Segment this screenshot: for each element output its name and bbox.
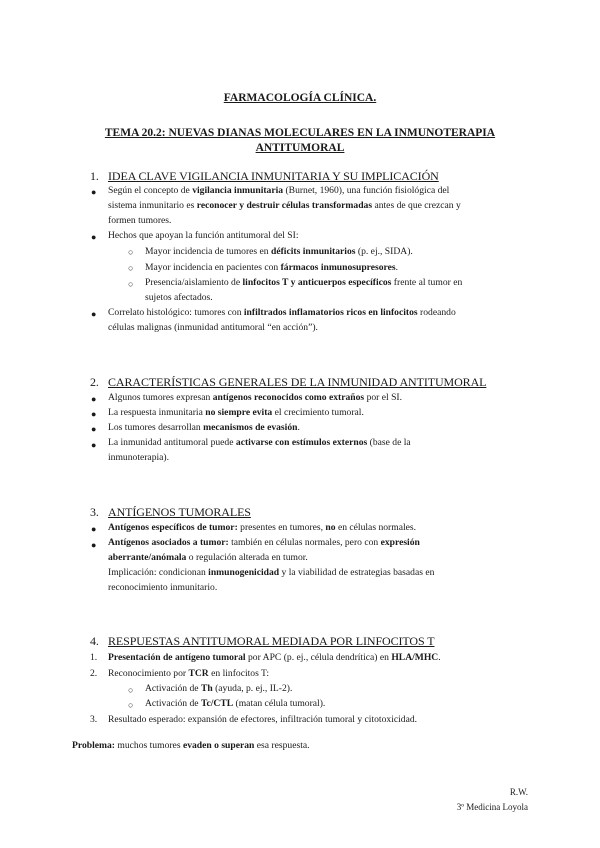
s2-bullet-1: Algunos tumores expresan antígenos reconocidos como extraños por el SI. — [108, 392, 403, 403]
bullet-icon: ● — [91, 187, 97, 197]
s2-bullet-2: La respuesta inmunitaria no siempre evita el crecimiento tumoral. — [108, 407, 364, 418]
s4-sub-2: Activación de Tc/CTL (matan célula tumoral). — [145, 698, 326, 709]
s2-bullet-4: La inmunidad antitumoral puede activarse con estímulos externos (base de la — [108, 437, 411, 448]
s3-bullet-2: Antígenos asociados a tumor: también en células normales, pero con expresión — [108, 537, 420, 548]
circle-bullet-icon: ○ — [128, 279, 134, 289]
document-subtitle: TEMA 20.2: NUEVAS DIANAS MOLECULARES EN LA INMUNOTERAPIA ANTITUMORAL — [104, 127, 496, 154]
s4-item-1: 1. Presentación de antígeno tumoral por APC (p. ej., célula dendrítica) en HLA/MHC. — [90, 652, 441, 663]
bullet-icon: ● — [91, 394, 97, 404]
s3-bullet-1: Antígenos específicos de tumor: presentes en tumores, no en células normales. — [108, 522, 417, 533]
s1-sub-3-line-2: sujetos afectados. — [145, 292, 213, 303]
s1-sub-3: Presencia/aislamiento de linfocitos T y anticuerpos específicos frente al tumor en — [145, 277, 463, 288]
s4-item-3: 3. Resultado esperado: expansión de efectores, infiltración tumoral y citotoxicidad. — [90, 714, 418, 725]
bullet-icon: ● — [91, 540, 97, 550]
problem-statement: Problema: muchos tumores evaden o superan esa respuesta. — [72, 740, 310, 751]
s1-bullet-1-line-2: sistema inmunitario es reconocer y destruir células transformadas antes de que crezcan y — [108, 200, 461, 211]
circle-bullet-icon: ○ — [128, 700, 134, 710]
circle-bullet-icon: ○ — [128, 247, 134, 257]
s1-bullet-1: Según el concepto de vigilancia inmunitaria (Burnet, 1960), una función fisiológica del — [108, 185, 450, 196]
footer-course: 3º Medicina Loyola — [456, 802, 528, 812]
bullet-icon: ● — [91, 424, 97, 434]
footer-author: R.W. — [509, 787, 528, 797]
bullet-icon: ● — [91, 409, 97, 419]
s2-bullet-3: Los tumores desarrollan mecanismos de evasión. — [108, 422, 300, 433]
s2-bullet-4-line-2: inmunoterapia). — [108, 452, 170, 463]
document-title: FARMACOLOGÍA CLÍNICA. — [223, 92, 377, 104]
s1-sub-1: Mayor incidencia de tumores en déficits inmunitarios (p. ej., SIDA). — [145, 246, 413, 257]
bullet-icon: ● — [91, 309, 97, 319]
circle-bullet-icon: ○ — [128, 263, 134, 273]
s3-implication: Implicación: condicionan inmunogenicidad y la viabilidad de estrategias basadas en — [108, 567, 435, 578]
s1-bullet-1-line-3: formen tumores. — [108, 215, 172, 226]
s1-bullet-2: Hechos que apoyan la función antitumoral del SI: — [108, 230, 299, 241]
s3-bullet-2-line-2: aberrante/anómala o regulación alterada en tumor. — [108, 552, 308, 563]
s1-bullet-3-line-2: células malignas (inmunidad antitumoral “en acción”). — [108, 322, 318, 333]
bullet-icon: ● — [91, 232, 97, 242]
s4-item-2: 2. Reconocimiento por TCR en linfocitos T: — [90, 668, 270, 679]
circle-bullet-icon: ○ — [128, 685, 134, 695]
s1-sub-2: Mayor incidencia en pacientes con fármacos inmunosupresores. — [145, 262, 399, 273]
s3-implication-line-2: reconocimiento inmunitario. — [108, 582, 218, 593]
section-2-heading: 2. CARACTERÍSTICAS GENERALES DE LA INMUNIDAD ANTITUMORAL — [90, 375, 487, 389]
section-1-heading: 1. IDEA CLAVE VIGILANCIA INMUNITARIA Y SU IMPLICACIÓN — [90, 169, 439, 183]
section-3-heading: 3. ANTÍGENOS TUMORALES — [90, 505, 251, 519]
bullet-icon: ● — [91, 440, 97, 450]
section-4-heading: 4. RESPUESTAS ANTITUMORAL MEDIADA POR LINFOCITOS T — [90, 634, 435, 648]
s4-sub-1: Activación de Th (ayuda, p. ej., IL-2). — [145, 683, 293, 694]
s1-bullet-3: Correlato histológico: tumores con infiltrados inflamatorios ricos en linfocitos rodeando — [108, 307, 456, 318]
bullet-icon: ● — [91, 524, 97, 534]
